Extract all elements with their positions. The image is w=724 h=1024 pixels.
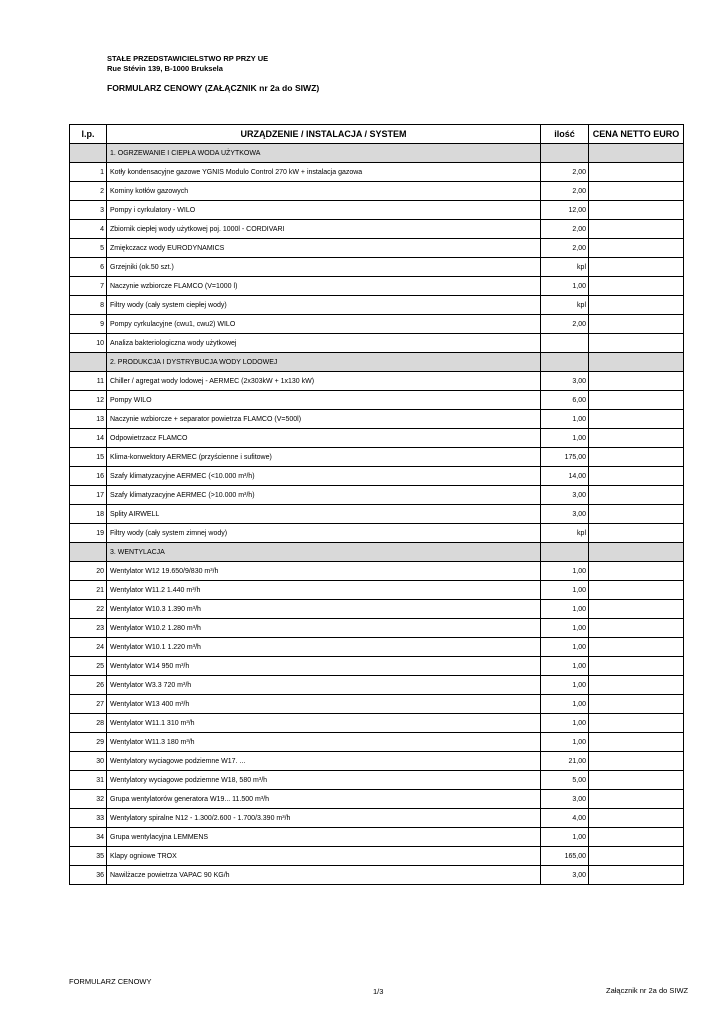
cell-net-price	[589, 581, 684, 600]
table-row	[70, 828, 684, 847]
cell-net-price	[589, 182, 684, 201]
cell-net-price	[589, 220, 684, 239]
cell-net-price	[589, 543, 684, 562]
table-row	[70, 258, 684, 277]
cell-net-price	[589, 866, 684, 885]
table-row	[70, 866, 684, 885]
cell-item-name: Wentylatory wyciagowe podziemne W17. ...	[107, 752, 541, 771]
cell-quantity: 1,00	[541, 410, 589, 429]
column-header-quantity: ilość	[541, 125, 589, 144]
cell-item-name: Wentylator W14 950 m³/h	[107, 657, 541, 676]
table-row	[70, 429, 684, 448]
cell-lp: 12	[70, 391, 107, 410]
cell-item-name: Wentylator W11.2 1.440 m³/h	[107, 581, 541, 600]
cell-quantity: 1,00	[541, 828, 589, 847]
document-title: FORMULARZ CENOWY (ZAŁĄCZNIK nr 2a do SIWZ)	[107, 83, 320, 93]
cell-lp: 8	[70, 296, 107, 315]
table-row	[70, 771, 684, 790]
cell-quantity: 5,00	[541, 771, 589, 790]
cell-net-price	[589, 524, 684, 543]
table-row	[70, 581, 684, 600]
column-header-item: URZĄDZENIE / INSTALACJA / SYSTEM	[107, 125, 541, 144]
cell-item-name: Pompy WILO	[107, 391, 541, 410]
cell-net-price	[589, 239, 684, 258]
cell-lp: 7	[70, 277, 107, 296]
cell-net-price	[589, 315, 684, 334]
cell-quantity: 1,00	[541, 714, 589, 733]
cell-lp: 27	[70, 695, 107, 714]
table-row	[70, 638, 684, 657]
cell-lp: 36	[70, 866, 107, 885]
cell-net-price	[589, 372, 684, 391]
table-row	[70, 372, 684, 391]
cell-item-name: Analiza bakteriologiczna wody użytkowej	[107, 334, 541, 353]
table-row	[70, 467, 684, 486]
cell-net-price	[589, 657, 684, 676]
section-row	[70, 543, 684, 562]
cell-lp: 11	[70, 372, 107, 391]
cell-net-price	[589, 296, 684, 315]
cell-lp: 26	[70, 676, 107, 695]
cell-quantity: 1,00	[541, 581, 589, 600]
cell-lp: 6	[70, 258, 107, 277]
cell-net-price	[589, 429, 684, 448]
cell-item-name: Wentylator W13 400 m³/h	[107, 695, 541, 714]
table-row	[70, 505, 684, 524]
table-row	[70, 448, 684, 467]
section-row	[70, 353, 684, 372]
cell-item-name: Szafy klimatyzacyjne AERMEC (>10.000 m³/h)	[107, 486, 541, 505]
cell-net-price	[589, 752, 684, 771]
section-row	[70, 144, 684, 163]
price-table	[69, 124, 684, 885]
cell-lp: 15	[70, 448, 107, 467]
cell-item-name: Grupa wentylatorów generatora W19... 11.500 m³/h	[107, 790, 541, 809]
cell-lp: 13	[70, 410, 107, 429]
cell-item-name: Wentylator W3.3 720 m³/h	[107, 676, 541, 695]
cell-quantity: 3,00	[541, 486, 589, 505]
cell-lp: 18	[70, 505, 107, 524]
table-row	[70, 600, 684, 619]
cell-lp	[70, 353, 107, 372]
cell-net-price	[589, 410, 684, 429]
cell-lp: 4	[70, 220, 107, 239]
cell-net-price	[589, 847, 684, 866]
cell-item-name: Wentylator W11.3 180 m³/h	[107, 733, 541, 752]
cell-net-price	[589, 353, 684, 372]
cell-lp	[70, 144, 107, 163]
cell-quantity: 1,00	[541, 277, 589, 296]
table-row	[70, 220, 684, 239]
cell-item-name: Naczynie wzbiorcze FLAMCO (V=1000 l)	[107, 277, 541, 296]
cell-item-name: Pompy i cyrkulatory - WILO	[107, 201, 541, 220]
cell-item-name: Zbiornik ciepłej wody użytkowej poj. 1000l - CORDIVARI	[107, 220, 541, 239]
table-row	[70, 201, 684, 220]
cell-item-name: Naczynie wzbiorcze + separator powietrza FLAMCO (V=500l)	[107, 410, 541, 429]
cell-net-price	[589, 505, 684, 524]
cell-lp: 23	[70, 619, 107, 638]
cell-quantity: 3,00	[541, 790, 589, 809]
cell-lp: 31	[70, 771, 107, 790]
institution-name: STAŁE PRZEDSTAWICIELSTWO RP PRZY UE	[107, 54, 269, 63]
cell-lp: 21	[70, 581, 107, 600]
cell-net-price	[589, 163, 684, 182]
cell-net-price	[589, 676, 684, 695]
table-row	[70, 182, 684, 201]
cell-item-name: Chiller / agregat wody lodowej - AERMEC (2x303kW + 1x130 kW)	[107, 372, 541, 391]
cell-net-price	[589, 809, 684, 828]
cell-item-name: Wentylator W12 19.650/9/830 m³/h	[107, 562, 541, 581]
table-row	[70, 733, 684, 752]
cell-quantity: 175,00	[541, 448, 589, 467]
cell-net-price	[589, 638, 684, 657]
cell-lp: 2	[70, 182, 107, 201]
cell-item-name: Filtry wody (cały system ciepłej wody)	[107, 296, 541, 315]
table-row	[70, 277, 684, 296]
table-row	[70, 410, 684, 429]
cell-lp: 16	[70, 467, 107, 486]
cell-net-price	[589, 391, 684, 410]
cell-item-name: Wentylator W11.1 310 m³/h	[107, 714, 541, 733]
cell-quantity: 1,00	[541, 562, 589, 581]
cell-lp: 20	[70, 562, 107, 581]
cell-item-name: Grupa wentylacyjna LEMMENS	[107, 828, 541, 847]
table-row	[70, 562, 684, 581]
cell-quantity: 1,00	[541, 619, 589, 638]
cell-lp: 3	[70, 201, 107, 220]
cell-quantity: 1,00	[541, 429, 589, 448]
table-row	[70, 334, 684, 353]
cell-quantity	[541, 334, 589, 353]
cell-net-price	[589, 828, 684, 847]
cell-item-name: Filtry wody (cały system zimnej wody)	[107, 524, 541, 543]
cell-quantity: 21,00	[541, 752, 589, 771]
cell-quantity: 1,00	[541, 600, 589, 619]
cell-lp: 34	[70, 828, 107, 847]
table-row	[70, 524, 684, 543]
cell-item-name: Wentylatory wyciagowe podziemne W18, 580 m³/h	[107, 771, 541, 790]
cell-lp: 5	[70, 239, 107, 258]
cell-item-name: Szafy klimatyzacyjne AERMEC (<10.000 m³/h)	[107, 467, 541, 486]
cell-lp: 14	[70, 429, 107, 448]
section-title: 3. WENTYLACJA	[107, 543, 541, 562]
cell-item-name: Wentylatory spiralne N12 - 1.300/2.600 - 1.700/3.390 m³/h	[107, 809, 541, 828]
footer-attachment: Załącznik nr 2a do SIWZ	[606, 986, 689, 995]
cell-quantity: 2,00	[541, 182, 589, 201]
cell-item-name: Splity AIRWELL	[107, 505, 541, 524]
cell-item-name: Wentylator W10.2 1.280 m³/h	[107, 619, 541, 638]
table-body	[70, 144, 684, 885]
cell-lp: 30	[70, 752, 107, 771]
cell-lp: 32	[70, 790, 107, 809]
cell-quantity: 2,00	[541, 315, 589, 334]
cell-item-name: Wentylator W10.1 1.220 m³/h	[107, 638, 541, 657]
cell-item-name: Grzejniki (ok.50 szt.)	[107, 258, 541, 277]
cell-item-name: Klapy ogniowe TROX	[107, 847, 541, 866]
cell-net-price	[589, 486, 684, 505]
cell-quantity: kpl	[541, 524, 589, 543]
table-row	[70, 714, 684, 733]
cell-item-name: Kotły kondensacyjne gazowe YGNIS Modulo Control 270 kW + instalacja gazowa	[107, 163, 541, 182]
cell-net-price	[589, 771, 684, 790]
column-header-lp: l.p.	[70, 125, 107, 144]
cell-quantity: 3,00	[541, 866, 589, 885]
cell-quantity: kpl	[541, 296, 589, 315]
cell-quantity: 4,00	[541, 809, 589, 828]
footer-form-name: FORMULARZ CENOWY	[69, 977, 152, 986]
cell-lp: 25	[70, 657, 107, 676]
table-row	[70, 619, 684, 638]
cell-net-price	[589, 334, 684, 353]
cell-quantity: 14,00	[541, 467, 589, 486]
cell-item-name: Pompy cyrkulacyjne (cwu1, cwu2) WILO	[107, 315, 541, 334]
table-row	[70, 847, 684, 866]
cell-quantity: 12,00	[541, 201, 589, 220]
table-row	[70, 809, 684, 828]
cell-quantity: 3,00	[541, 505, 589, 524]
cell-lp: 1	[70, 163, 107, 182]
cell-net-price	[589, 619, 684, 638]
cell-lp: 10	[70, 334, 107, 353]
cell-quantity	[541, 543, 589, 562]
table-row	[70, 657, 684, 676]
cell-net-price	[589, 600, 684, 619]
table-row	[70, 391, 684, 410]
table-row	[70, 296, 684, 315]
institution-address: Rue Stévin 139, B-1000 Bruksela	[107, 64, 223, 73]
cell-quantity: 1,00	[541, 657, 589, 676]
cell-quantity: 3,00	[541, 372, 589, 391]
table-row	[70, 695, 684, 714]
cell-lp	[70, 543, 107, 562]
table-row	[70, 790, 684, 809]
section-title: 2. PRODUKCJA I DYSTRYBUCJA WODY LODOWEJ	[107, 353, 541, 372]
table-row	[70, 676, 684, 695]
cell-item-name: Kominy kotłów gazowych	[107, 182, 541, 201]
table-row	[70, 239, 684, 258]
cell-item-name: Wentylator W10.3 1.390 m³/h	[107, 600, 541, 619]
cell-net-price	[589, 733, 684, 752]
table-row	[70, 315, 684, 334]
cell-quantity: 165,00	[541, 847, 589, 866]
cell-lp: 19	[70, 524, 107, 543]
cell-net-price	[589, 562, 684, 581]
column-header-net-price: CENA NETTO EURO	[589, 125, 684, 144]
cell-quantity: 2,00	[541, 239, 589, 258]
section-title: 1. OGRZEWANIE I CIEPŁA WODA UŻYTKOWA	[107, 144, 541, 163]
cell-quantity: 1,00	[541, 733, 589, 752]
cell-lp: 35	[70, 847, 107, 866]
cell-lp: 33	[70, 809, 107, 828]
cell-quantity: 1,00	[541, 676, 589, 695]
cell-net-price	[589, 790, 684, 809]
cell-net-price	[589, 201, 684, 220]
cell-net-price	[589, 467, 684, 486]
cell-item-name: Klima-konwektory AERMEC (przyścienne i sufitowe)	[107, 448, 541, 467]
cell-quantity: 6,00	[541, 391, 589, 410]
page-number: 1/3	[373, 987, 384, 996]
cell-lp: 24	[70, 638, 107, 657]
cell-lp: 9	[70, 315, 107, 334]
cell-lp: 17	[70, 486, 107, 505]
table-header-row	[70, 125, 684, 144]
cell-quantity	[541, 144, 589, 163]
cell-net-price	[589, 258, 684, 277]
cell-quantity: 2,00	[541, 163, 589, 182]
cell-lp: 22	[70, 600, 107, 619]
cell-net-price	[589, 695, 684, 714]
cell-net-price	[589, 277, 684, 296]
cell-item-name: Nawilżacze powietrza VAPAC 90 KG/h	[107, 866, 541, 885]
table-row	[70, 163, 684, 182]
cell-net-price	[589, 448, 684, 467]
cell-item-name: Zmiękczacz wody EURODYNAMICS	[107, 239, 541, 258]
cell-item-name: Odpowietrzacz FLAMCO	[107, 429, 541, 448]
cell-quantity: 1,00	[541, 638, 589, 657]
cell-lp: 29	[70, 733, 107, 752]
cell-net-price	[589, 714, 684, 733]
cell-quantity: 2,00	[541, 220, 589, 239]
table-row	[70, 752, 684, 771]
table-row	[70, 486, 684, 505]
cell-quantity: kpl	[541, 258, 589, 277]
cell-quantity	[541, 353, 589, 372]
cell-net-price	[589, 144, 684, 163]
cell-quantity: 1,00	[541, 695, 589, 714]
cell-lp: 28	[70, 714, 107, 733]
